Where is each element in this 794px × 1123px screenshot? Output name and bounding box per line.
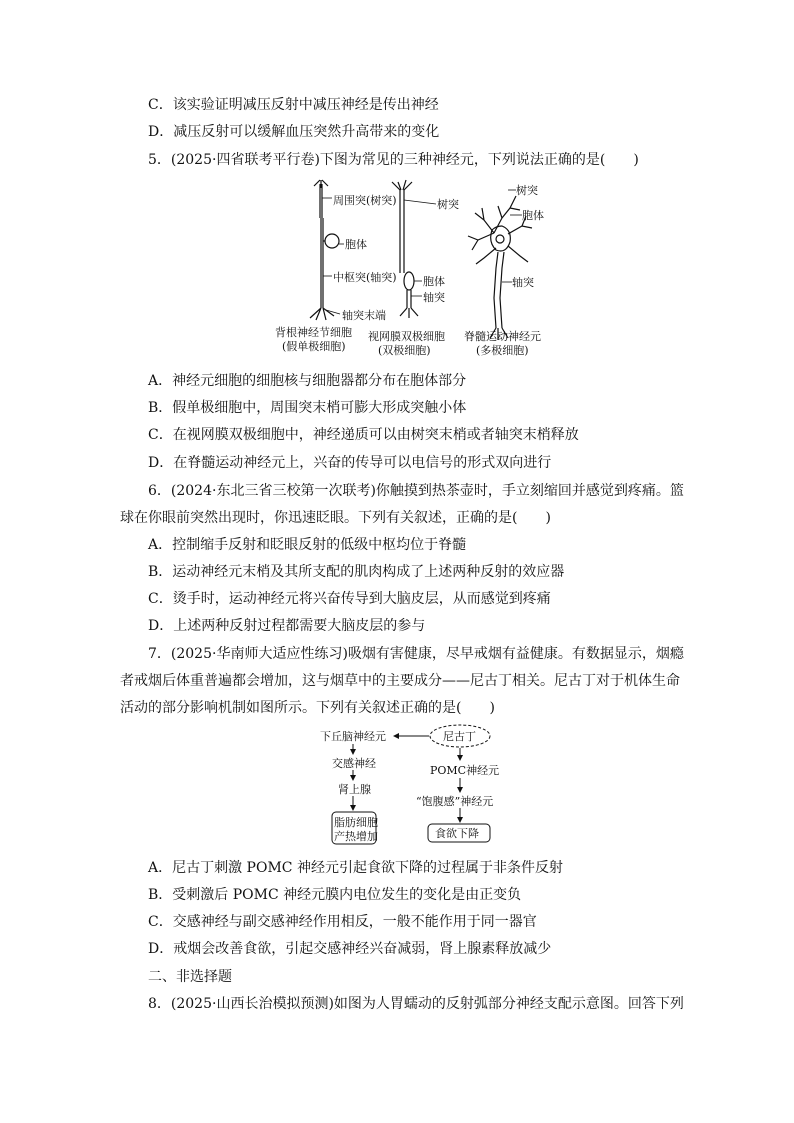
node-heat-increase: 产热增加: [334, 830, 378, 843]
option-d-prev: D．减压反射可以缓解血压突然升高带来的变化: [148, 124, 440, 140]
section-2-heading: 二、非选择题: [148, 969, 232, 985]
q7-option-b: B．受刺激后 POMC 神经元膜内电位发生的变化是由正变负: [148, 887, 522, 903]
neuron-types-figure: [270, 178, 560, 363]
label-soma-c: 胞体: [522, 209, 544, 222]
node-appetite-decrease: 食欲下降: [435, 827, 479, 840]
label-axon-terminal: 轴突末端: [342, 309, 386, 322]
label-central-process: 中枢突(轴突): [333, 271, 397, 284]
caption-c-1: 脊髓运动神经元: [464, 330, 541, 343]
question-7-stem-3: 活动的部分影响机制如图所示。下列有关叙述正确的是( ): [120, 700, 495, 716]
q7-option-c: C．交感神经与副交感神经作用相反，一般不能作用于同一器官: [148, 914, 537, 930]
q5-option-c: C．在视网膜双极细胞中，神经递质可以由树突末梢或者轴突末梢释放: [148, 427, 579, 443]
caption-b-1: 视网膜双极细胞: [368, 330, 445, 343]
question-7-stem-1: 7．(2025·华南师大适应性练习)吸烟有害健康，尽早戒烟有益健康。有数据显示，烟瘾: [148, 646, 684, 662]
node-pomc: POMC神经元: [430, 764, 500, 777]
label-dendrite-c: 树突: [516, 184, 538, 197]
node-adrenal: 肾上腺: [338, 783, 371, 796]
node-satiety: “饱腹感”神经元: [416, 795, 494, 808]
caption-a-1: 背根神经节细胞: [275, 326, 352, 339]
node-nicotine: 尼古丁: [443, 730, 476, 743]
question-8-stem-1: 8．(2025·山西长治模拟预测)如图为人胃蠕动的反射弧部分神经支配示意图。回答下列: [148, 996, 684, 1012]
caption-b-2: (双极细胞): [378, 344, 431, 357]
caption-a-2: (假单极细胞): [282, 340, 346, 353]
label-soma-a: 胞体: [345, 238, 367, 251]
question-7-stem-2: 者戒烟后体重普遍都会增加，这与烟草中的主要成分——尼古丁相关。尼古丁对于机体生命: [120, 673, 680, 689]
label-dendrite-b: 树突: [437, 198, 459, 211]
label-peripheral-process: 周围突(树突): [333, 194, 397, 207]
node-hypothalamus: 下丘脑神经元: [320, 730, 386, 743]
question-6-stem-1: 6．(2024·东北三省三校第一次联考)你触摸到热茶壶时，手立刻缩回并感觉到疼痛。篮: [148, 483, 684, 499]
q5-option-b: B．假单极细胞中，周围突末梢可膨大形成突触小体: [148, 400, 467, 416]
q7-option-d: D．戒烟会改善食欲，引起交感神经兴奋减弱，肾上腺素释放减少: [148, 941, 552, 957]
nicotine-mechanism-diagram: [318, 722, 518, 848]
q5-option-a: A．神经元细胞的细胞核与细胞器都分布在胞体部分: [148, 373, 467, 389]
question-6-stem-2: 球在你眼前突然出现时，你迅速眨眼。下列有关叙述，正确的是( ): [120, 510, 551, 526]
node-sympathetic: 交感神经: [332, 757, 376, 770]
q6-option-b: B．运动神经元末梢及其所支配的肌肉构成了上述两种反射的效应器: [148, 564, 565, 580]
label-soma-b: 胞体: [423, 275, 445, 288]
q6-option-a: A．控制缩手反射和眨眼反射的低级中枢均位于脊髓: [148, 537, 467, 553]
question-5-stem: 5．(2025·四省联考平行卷)下图为常见的三种神经元，下列说法正确的是( ): [148, 152, 639, 168]
option-c-prev: C．该实验证明减压反射中减压神经是传出神经: [148, 97, 439, 113]
q7-option-a: A．尼古丁刺激 POMC 神经元引起食欲下降的过程属于非条件反射: [148, 860, 563, 876]
q6-option-c: C．烫手时，运动神经元将兴奋传导到大脑皮层，从而感觉到疼痛: [148, 591, 551, 607]
caption-c-2: (多极细胞): [476, 344, 529, 357]
label-axon-c: 轴突: [512, 276, 534, 289]
q5-option-d: D．在脊髓运动神经元上，兴奋的传导可以电信号的形式双向进行: [148, 455, 552, 471]
node-fat-cell: 脂肪细胞: [334, 816, 378, 829]
label-axon-b: 轴突: [423, 291, 445, 304]
q6-option-d: D．上述两种反射过程都需要大脑皮层的参与: [148, 618, 426, 634]
